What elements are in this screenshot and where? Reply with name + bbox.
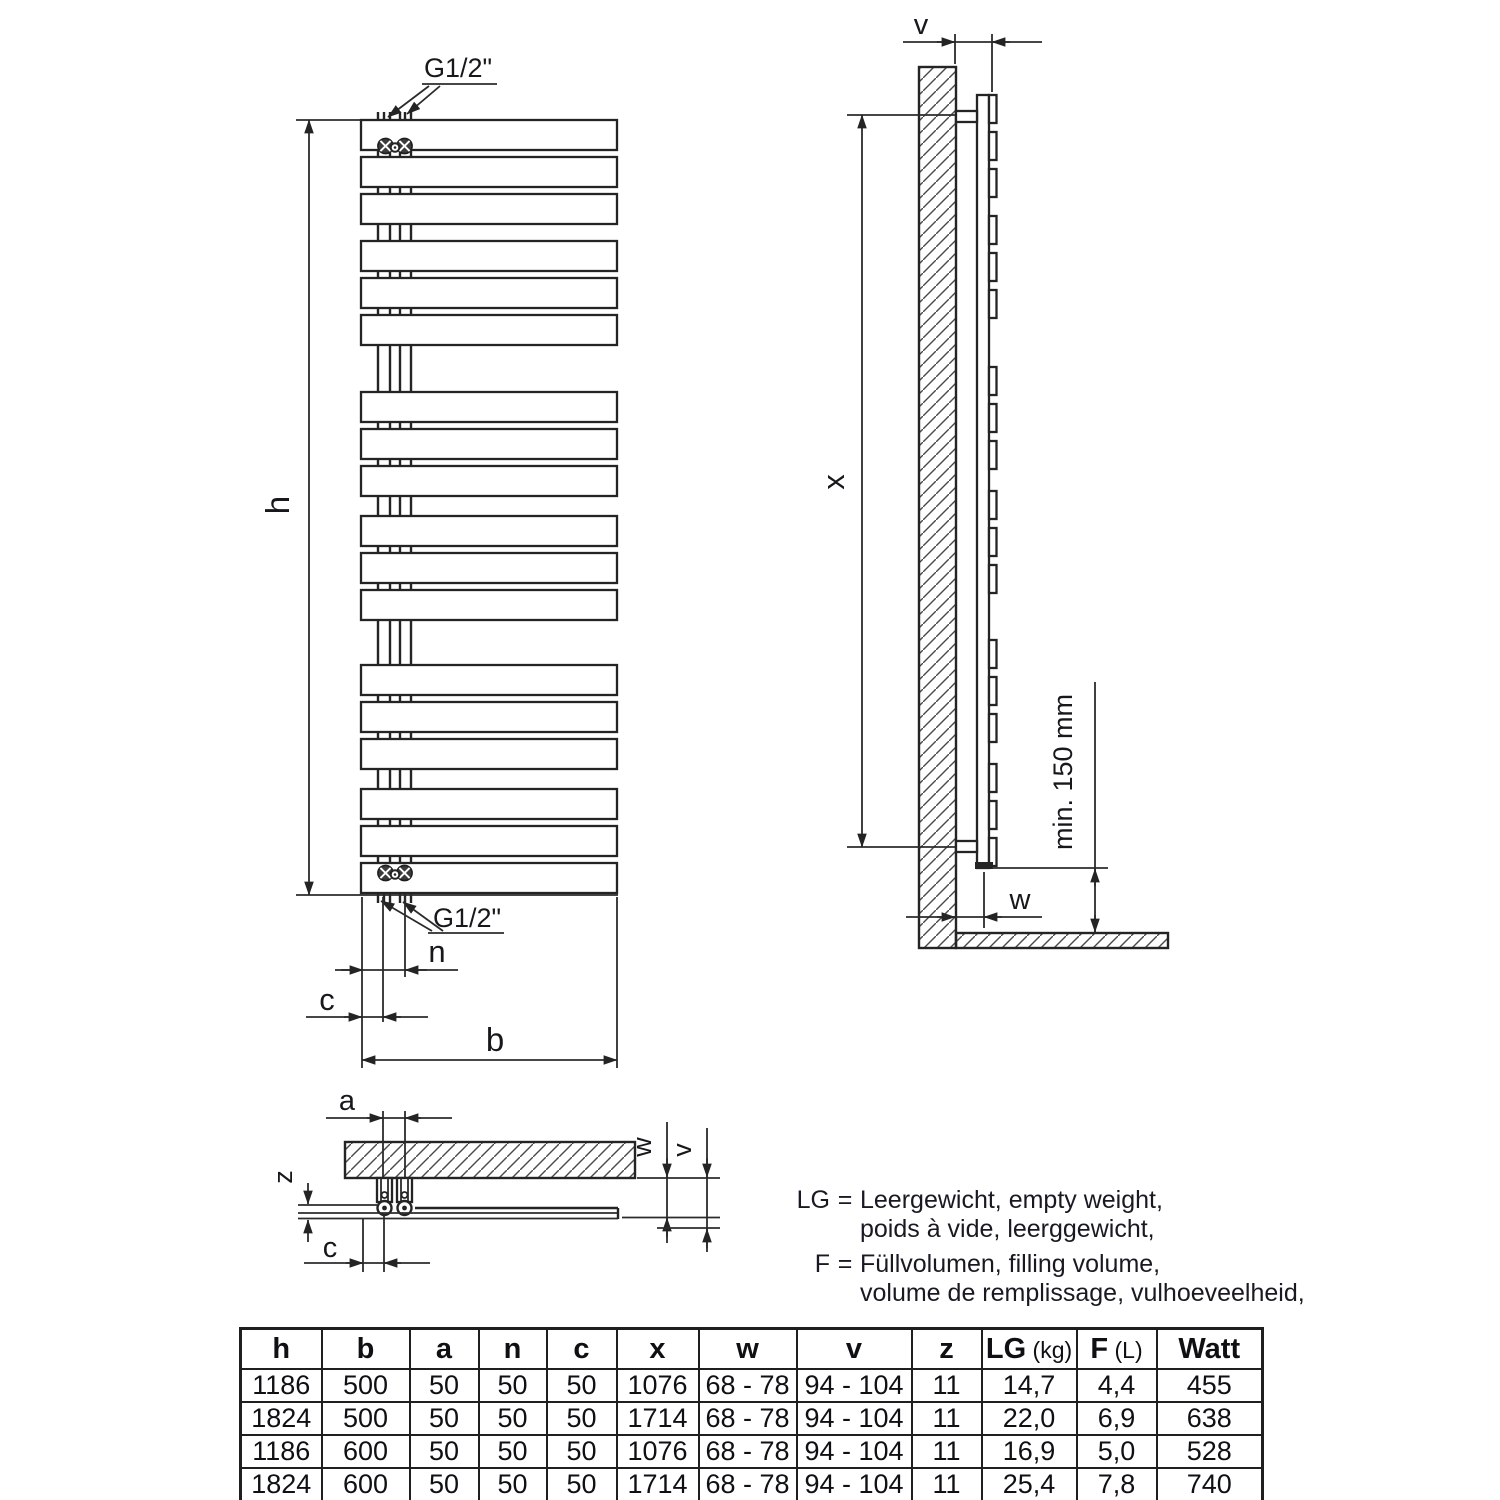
connection-label-bottom: G1/2" (433, 903, 502, 933)
radiator-bar-profile (989, 801, 997, 829)
spec-row (241, 1369, 1263, 1402)
spec-cell: 68 - 78 (699, 1468, 797, 1500)
radiator-bar (361, 194, 617, 224)
spec-cell: 1714 (617, 1468, 699, 1500)
spec-cell: 1186 (241, 1435, 322, 1468)
spec-cell: 50 (479, 1435, 547, 1468)
spec-cell: 11 (912, 1468, 982, 1500)
spec-cell: 94 - 104 (797, 1468, 912, 1500)
front-view (259, 53, 618, 1068)
plan-view (268, 1085, 720, 1272)
column-header: Watt (1157, 1329, 1263, 1370)
dim-label-x: x (816, 474, 851, 490)
spec-cell: 50 (547, 1435, 617, 1468)
column-header: c (547, 1329, 617, 1370)
dim-label-c: c (319, 982, 335, 1017)
wall-section (919, 67, 956, 948)
spec-cell: 1186 (241, 1369, 322, 1402)
table-header-row (241, 1329, 1263, 1370)
radiator-bar (361, 315, 617, 345)
wall-bracket-top (956, 111, 977, 122)
spec-cell: 14,7 (982, 1369, 1077, 1402)
radiator-bar-profile (989, 838, 997, 866)
spec-cell: 50 (547, 1402, 617, 1435)
radiator-foot (975, 862, 993, 869)
column-header: LG (kg) (982, 1329, 1077, 1370)
spec-cell: 500 (322, 1402, 410, 1435)
radiator-bar (361, 739, 617, 769)
spec-cell: 94 - 104 (797, 1435, 912, 1468)
spec-cell: 11 (912, 1402, 982, 1435)
spec-cell: 94 - 104 (797, 1402, 912, 1435)
spec-cell: 600 (322, 1435, 410, 1468)
radiator-bar-profile (989, 565, 997, 593)
side-view (816, 9, 1168, 948)
legend-line: volume de remplissage, vulhoeveelheid, (860, 1279, 1305, 1307)
spec-cell: 68 - 78 (699, 1369, 797, 1402)
spec-row (241, 1402, 1263, 1435)
radiator-profile (977, 95, 989, 868)
radiator-bar-profile (989, 764, 997, 792)
wall-bracket-bottom (956, 841, 977, 852)
spec-cell: 1714 (617, 1402, 699, 1435)
spec-cell: 11 (912, 1435, 982, 1468)
column-header: a (410, 1329, 479, 1370)
spec-cell: 25,4 (982, 1468, 1077, 1500)
column-header: z (912, 1329, 982, 1370)
spec-cell: 6,9 (1077, 1402, 1157, 1435)
spec-cell: 4,4 (1077, 1369, 1157, 1402)
spec-cell: 1076 (617, 1369, 699, 1402)
wall-section-plan (345, 1142, 635, 1178)
spec-cell: 50 (547, 1369, 617, 1402)
spec-cell: 50 (547, 1468, 617, 1500)
spec-cell: 50 (410, 1468, 479, 1500)
spec-cell: 50 (410, 1435, 479, 1468)
radiator-bar (361, 590, 617, 620)
legend-line: F = Füllvolumen, filling volume, (814, 1250, 1161, 1278)
dim-label-h: h (259, 495, 296, 515)
spec-cell: 50 (479, 1369, 547, 1402)
radiator-bar (361, 466, 617, 496)
dim-label-w-plan: w (627, 1137, 657, 1157)
spec-cell: 528 (1157, 1435, 1263, 1468)
spec-cell: 22,0 (982, 1402, 1077, 1435)
radiator-bar-profile (989, 95, 997, 123)
radiator-bar-profile (989, 367, 997, 395)
dim-label-n: n (428, 934, 446, 969)
radiator-bar-profile (989, 290, 997, 318)
column-header: x (617, 1329, 699, 1370)
spec-cell: 740 (1157, 1468, 1263, 1500)
column-header: w (699, 1329, 797, 1370)
spec-cell: 68 - 78 (699, 1435, 797, 1468)
dim-label-v-plan: v (667, 1143, 697, 1157)
radiator-bar (361, 392, 617, 422)
spec-cell: 455 (1157, 1369, 1263, 1402)
radiator-bar (361, 826, 617, 856)
radiator-bar (361, 702, 617, 732)
spec-cell: 1076 (617, 1435, 699, 1468)
radiator-bar (361, 278, 617, 308)
spec-cell: 1824 (241, 1468, 322, 1500)
dim-label-z: z (268, 1170, 298, 1184)
radiator-bar (361, 553, 617, 583)
dim-label-a: a (338, 1085, 356, 1117)
spec-cell: 68 - 78 (699, 1402, 797, 1435)
dim-label-c-plan: c (322, 1232, 338, 1264)
spec-cell: 16,9 (982, 1435, 1077, 1468)
min-clearance-label: min. 150 mm (1048, 693, 1078, 851)
spec-cell: 50 (410, 1402, 479, 1435)
radiator-bar-profile (989, 677, 997, 705)
spec-row (241, 1435, 1263, 1468)
spec-cell: 1824 (241, 1402, 322, 1435)
column-header: b (322, 1329, 410, 1370)
spec-cell: 500 (322, 1369, 410, 1402)
radiator-bar (361, 789, 617, 819)
dim-label-w: w (1009, 884, 1031, 916)
floor-section (956, 933, 1168, 948)
spec-cell: 94 - 104 (797, 1369, 912, 1402)
legend-line: LG = Leergewicht, empty weight, (796, 1186, 1163, 1214)
radiator-bar (361, 665, 617, 695)
connection-fittings-plan (377, 1178, 412, 1215)
radiator-bar (361, 516, 617, 546)
radiator-bar-profile (989, 132, 997, 160)
spec-row (241, 1468, 1263, 1500)
spec-cell: 50 (410, 1369, 479, 1402)
connection-label-top: G1/2" (424, 53, 493, 83)
spec-cell: 5,0 (1077, 1435, 1157, 1468)
dim-label-v: v (913, 9, 929, 41)
radiator-bar-profile (989, 640, 997, 668)
radiator-bar-profile (989, 216, 997, 244)
radiator-bar-profile (989, 528, 997, 556)
radiator-bar-profile (989, 253, 997, 281)
spec-cell: 11 (912, 1369, 982, 1402)
spec-cell: 50 (479, 1402, 547, 1435)
radiator-bar (361, 157, 617, 187)
legend (784, 1186, 1305, 1308)
radiator-bar (361, 429, 617, 459)
radiator-bar-profile (989, 441, 997, 469)
radiator-bar-profile (989, 491, 997, 519)
radiator-bar-profile (989, 404, 997, 432)
radiator-bar-profile (989, 714, 997, 742)
spec-cell: 600 (322, 1468, 410, 1500)
spec-cell: 638 (1157, 1402, 1263, 1435)
column-header: F (L) (1077, 1329, 1157, 1370)
column-header: n (479, 1329, 547, 1370)
legend-line: poids à vide, leerggewicht, (860, 1215, 1155, 1243)
spec-cell: 50 (479, 1468, 547, 1500)
radiator-bar-profile (989, 169, 997, 197)
column-header: h (241, 1329, 322, 1370)
radiator-bar (361, 241, 617, 271)
dim-label-b: b (485, 1021, 505, 1058)
spec-table (239, 1327, 1264, 1500)
spec-cell: 7,8 (1077, 1468, 1157, 1500)
column-header: v (797, 1329, 912, 1370)
